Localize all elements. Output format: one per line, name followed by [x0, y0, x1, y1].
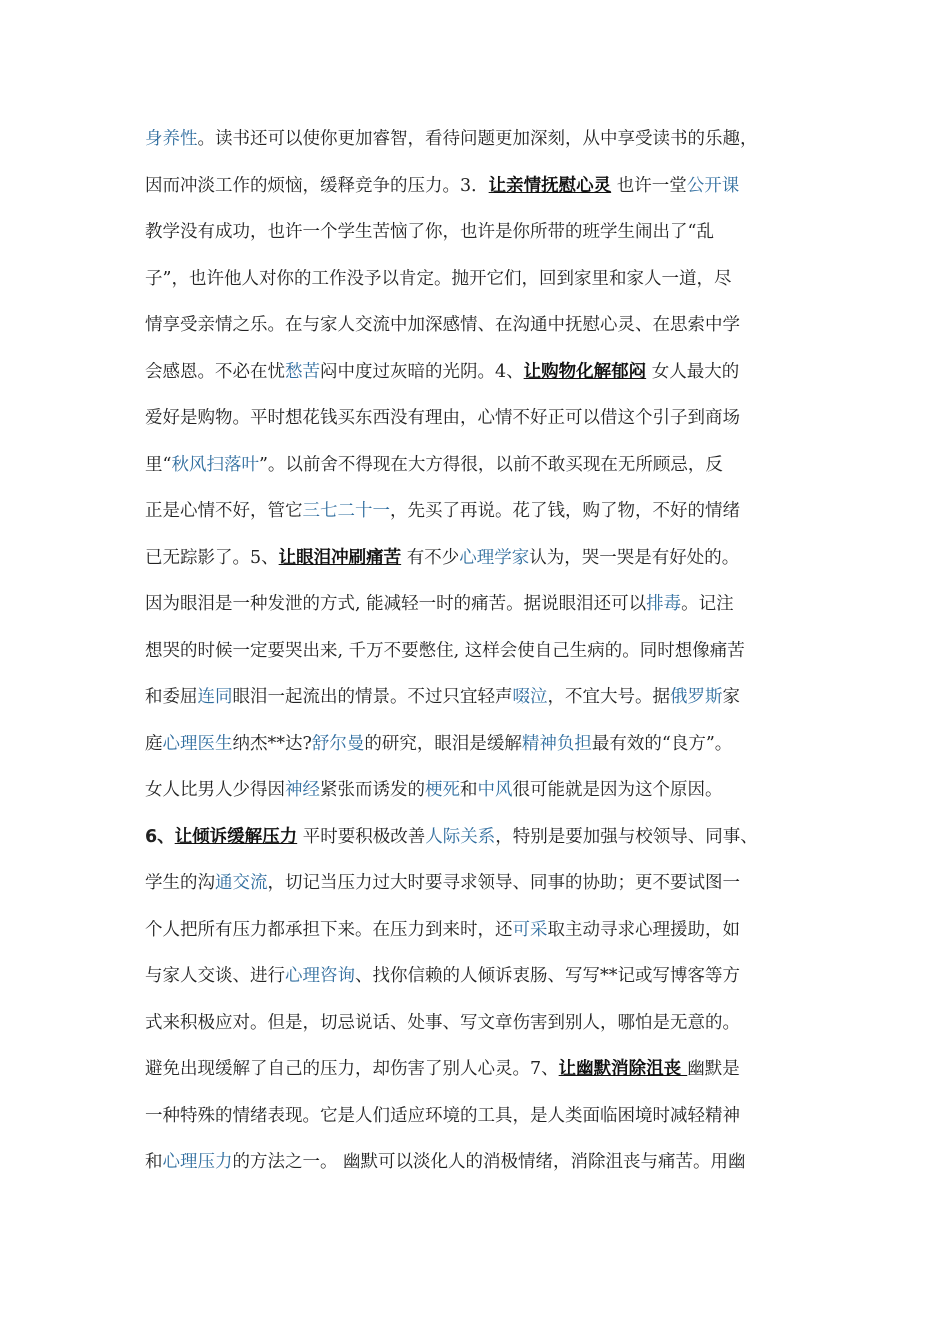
body-text: 、找你信赖的人倾诉衷肠、写写**记或写博客等方 [355, 966, 740, 986]
inline-link[interactable]: 神经 [285, 780, 320, 800]
body-text: 爱好是购物。平时想花钱买东西没有理由，心情不好正可以借这个引子到商场 [145, 408, 740, 428]
body-text: 正是心情不好，管它 [145, 501, 303, 521]
inline-link[interactable]: 身养性 [145, 129, 198, 149]
section-heading: 让购 [523, 362, 559, 382]
text-line [145, 499, 740, 523]
body-text: 家 [722, 687, 740, 707]
text-line [145, 918, 740, 942]
text-line [145, 1011, 740, 1035]
inline-link[interactable]: 梗死 [425, 780, 460, 800]
text-line [145, 592, 734, 616]
body-text: 也许一堂 [611, 176, 687, 196]
inline-link[interactable]: 心理压力 [162, 1152, 233, 1172]
inline-link[interactable]: 秋风扫落叶 [171, 455, 259, 475]
inline-link[interactable]: 人际关系 [425, 827, 496, 847]
inline-link[interactable]: 心理咨询 [285, 966, 355, 986]
text-line [145, 825, 758, 849]
body-text: ，切记当压力过大时要寻求领导、同事的协助；更不要试图一 [267, 873, 740, 893]
body-text: 平时要积极改善 [297, 827, 426, 847]
text-line [145, 1057, 740, 1081]
body-text: 有不少 [401, 548, 460, 568]
section-heading: 让亲情抚慰心灵 [488, 176, 612, 196]
text-line [145, 360, 739, 384]
body-text: 和委屈 [145, 687, 198, 707]
body-text: 眼泪一起流出的情景。不过只宜轻声 [232, 687, 513, 707]
inline-link[interactable]: 中风 [477, 780, 513, 800]
body-text: ，不宜大号。据 [547, 687, 670, 707]
body-text: 很可能就是因为这个原因。 [512, 780, 723, 800]
text-line [145, 1150, 746, 1174]
body-text: 纳杰**达? [232, 734, 312, 754]
body-text: 幽默是 [687, 1059, 740, 1079]
inline-link[interactable]: 心理学家 [459, 548, 530, 568]
body-text: 闷中度过灰暗的光阴。4、 [320, 362, 524, 382]
inline-link[interactable]: 排毒 [646, 594, 682, 614]
inline-link[interactable]: 心理医生 [162, 734, 233, 754]
inline-link[interactable]: 啜泣 [512, 687, 548, 707]
body-text: 因而冲淡工作的烦恼，缓释竞争的压力。3． [145, 176, 489, 196]
body-text: 子”，也许他人对你的工作没予以肯定。抛开它们，回到家里和家人一道，尽 [145, 269, 732, 289]
inline-link[interactable]: 公开课 [686, 176, 740, 196]
text-line [145, 685, 740, 709]
body-text: 取主动寻求心理援助，如 [547, 920, 740, 940]
body-text: 。记注 [681, 594, 734, 614]
section-heading: 让眼泪冲刷痛苦 [278, 548, 402, 568]
body-text: 已无踪影了。5、 [145, 548, 279, 568]
text-line [145, 453, 723, 477]
body-text: 。读书还可以使你更加睿智，看待问题更加深刻，从中享受读书的乐趣， [197, 129, 758, 149]
body-text: ，特别是要加强与校领导、同事、 [495, 827, 758, 847]
body-text: 庭 [145, 734, 163, 754]
body-text: 教学没有成功，也许一个学生苦恼了你，也许是你所带的班学生闹出了“乱 [145, 222, 714, 242]
text-line [145, 639, 745, 663]
body-text: 学生的沟 [145, 873, 215, 893]
body-text: 个人把所有压力都承担下来。在压力到来时，还 [145, 920, 513, 940]
body-text: 和 [145, 1152, 163, 1172]
section-number: 6、 [145, 827, 175, 847]
text-line [145, 732, 732, 756]
body-text: 的方法之一。 幽默可以淡化人的消极情绪，消除沮丧与痛苦。用幽 [232, 1152, 746, 1172]
body-text: 避免出现缓解了自己的压力，却伤害了别人心灵。7、 [145, 1059, 559, 1079]
body-text: 紧张而诱发的 [320, 780, 425, 800]
text-line [145, 313, 740, 337]
body-text: 与家人交谈、进行 [145, 966, 285, 986]
body-text: 认为，哭一哭是有好处的。 [529, 548, 740, 568]
body-text: 情享受亲情之乐。在与家人交流中加深感情、在沟通中抚慰心灵、在思索中学 [145, 315, 740, 335]
text-line [145, 871, 740, 895]
text-line [145, 220, 714, 244]
text-line [145, 406, 740, 430]
body-text: ，先买了再说。花了钱，购了物，不好的情绪 [390, 501, 740, 521]
body-text: 和 [460, 780, 478, 800]
body-text: 最有效的“良方”。 [591, 734, 733, 754]
body-text: 的研究，眼泪是缓解 [364, 734, 522, 754]
inline-link[interactable]: 愁苦 [285, 362, 320, 382]
inline-link[interactable]: 三七二十一 [302, 501, 390, 521]
text-line [145, 778, 723, 802]
inline-link[interactable]: 通交流 [215, 873, 268, 893]
section-heading: 让倾诉缓解压力 [174, 827, 298, 847]
section-heading-link[interactable]: 物化解郁闷 [558, 362, 647, 382]
body-text: 式来积极应对。但是，切忌说话、处事、写文章伤害到别人，哪怕是无意的。 [145, 1013, 740, 1033]
body-text: 因为眼泪是一种发泄的方式, 能减轻一时的痛苦。据说眼泪还可以 [145, 594, 647, 614]
body-text: 女人最大的 [646, 362, 740, 382]
section-heading: 让幽默消除沮丧 [558, 1059, 688, 1079]
text-line [145, 174, 739, 198]
text-line [145, 546, 739, 570]
text-line [145, 964, 740, 988]
text-line [145, 1104, 740, 1128]
body-text: 想哭的时候一定要哭出来, 千万不要憋住, 这样会使自己生病的。同时想像痛苦 [145, 641, 745, 661]
text-line [145, 127, 758, 151]
text-line [145, 267, 731, 291]
body-text: 会感恩。不必在忧 [145, 362, 285, 382]
body-text: 一种特殊的情绪表现。它是人们适应环境的工具，是人类面临困境时减轻精神 [145, 1106, 740, 1126]
inline-link[interactable]: 精神负担 [521, 734, 592, 754]
inline-link[interactable]: 俄罗斯 [670, 687, 723, 707]
inline-link[interactable]: 舒尔曼 [311, 734, 365, 754]
body-text: 女人比男人少得因 [145, 780, 285, 800]
inline-link[interactable]: 连同 [197, 687, 233, 707]
inline-link[interactable]: 可采 [512, 920, 548, 940]
body-text: 里“ [145, 455, 172, 475]
body-text: ”。以前舍不得现在大方得很，以前不敢买现在无所顾忌，反 [258, 455, 723, 475]
